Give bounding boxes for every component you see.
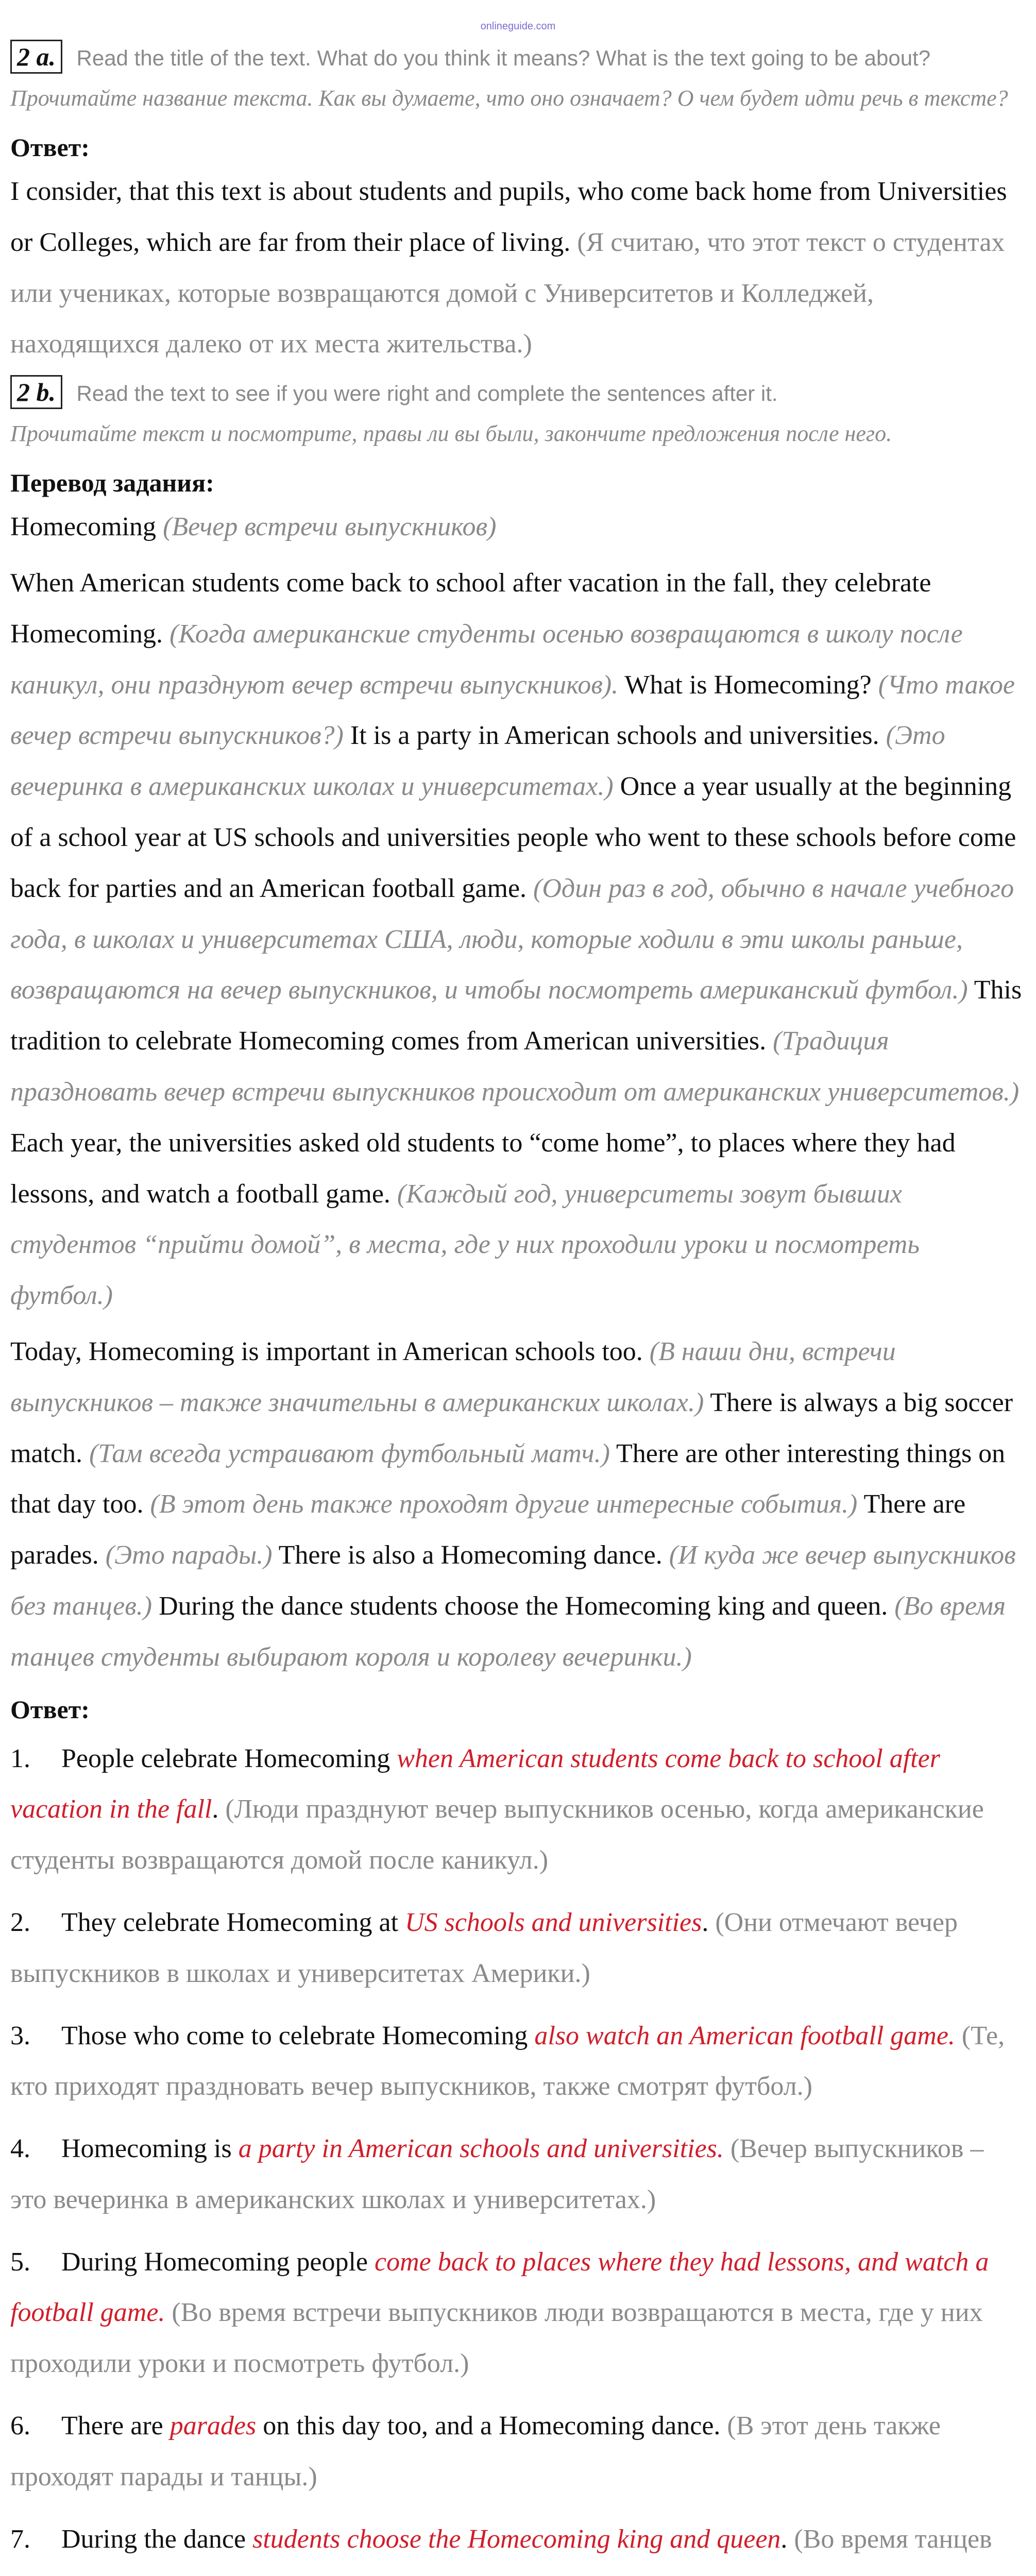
item-translation: (Люди празднуют вечер выпускников осенью, когда американские студенты возвращаются домой после каникул.) (10, 1794, 984, 1875)
item-translation: (Во время встречи выпускников люди возвращаются в места, где у них проходили уроки и посмотреть футбол.) (10, 2298, 983, 2379)
item-lead: They celebrate Homecoming at (61, 1907, 399, 1937)
item-translation: (В этот день также проходят парады и танцы.) (10, 2411, 941, 2492)
sentence-en: What is Homecoming? (624, 670, 872, 700)
item-answer: come back to places where they had lessons, and watch a football game. (10, 2247, 989, 2328)
sentence-ru: (Когда американские студенты осенью возвращаются в школу после каникул, они празднуют вечер встречи выпускников). (10, 619, 963, 700)
list-item (10, 2514, 1026, 2576)
exercise-2b-header (10, 375, 1026, 411)
instruction-ru-2a: Прочитайте название текста. Как вы думаете, что оно означает? О чем будет идти речь в тексте? (10, 86, 1008, 111)
site-url[interactable]: onlineguide.com (480, 21, 556, 32)
list-item (10, 2401, 1026, 2503)
item-tail: . (702, 1907, 709, 1937)
sentence-en: There is also a Homecoming dance. (278, 1540, 663, 1570)
item-number: 6. (10, 2411, 30, 2441)
sentence-ru: (Там всегда устраивают футбольный матч.) (89, 1438, 610, 1468)
text-title-en: Homecoming (10, 512, 157, 542)
item-lead: During the dance (61, 2524, 246, 2554)
item-tail: . (780, 2524, 788, 2554)
item-lead: People celebrate Homecoming (61, 1743, 390, 1773)
sentence-ru: (Один раз в год, обычно в начале учебного года, в школах и университетах США, люди, которые ходили в эти школы раньше, возвращаются на вечер выпускников, и чтобы посмотреть американский футбол.) (10, 873, 1014, 1005)
answer-label-2a: Ответ: (10, 133, 90, 162)
sentence-en: Today, Homecoming is important in American schools too. (10, 1336, 643, 1366)
sentence-ru: (В этот день также проходят другие интересные события.) (150, 1489, 858, 1519)
exercise-2a-header (10, 40, 1026, 75)
item-lead: Homecoming is (61, 2134, 232, 2164)
text-title-ru: (Вечер встречи выпускников) (163, 512, 497, 542)
sentence-ru: (Традиция праздновать вечер встречи выпускников происходит от американских университетов.) (10, 1026, 1020, 1107)
item-number: 5. (10, 2247, 30, 2277)
sentence-ru: (И куда же вечер выпускников без танцев.) (10, 1540, 1016, 1621)
translation-label-2b: Перевод задания: (10, 468, 214, 498)
list-item (10, 1734, 1026, 1886)
item-answer: parades (169, 2411, 257, 2441)
exercise-2a (10, 40, 1026, 370)
sentence-ru: (Каждый год, университеты зовут бывших студентов “прийти домой”, в места, где у них проходили уроки и посмотреть футбол.) (10, 1179, 920, 1311)
answer-text-2a (10, 166, 1026, 370)
item-lead: During Homecoming people (61, 2247, 368, 2277)
sentence-en: It is a party in American schools and universities. (350, 721, 879, 751)
item-translation: (Во время танцев (794, 2524, 992, 2554)
answer-en-2a: I consider, that this text is about students and pupils, who come back home from Universities or Colleges, which are far from their place of living. (10, 177, 1007, 257)
item-tail: on this day too, and a Homecoming dance. (256, 2411, 721, 2441)
exercise-number-2a: 2 a. (10, 40, 62, 74)
sentence-en: There are other interesting things on that day too. (10, 1438, 1006, 1519)
sentence-ru: (Что такое вечер встречи выпускников?) (10, 670, 1015, 751)
text-paragraph-2 (10, 1327, 1026, 1683)
item-lead: There are (61, 2411, 163, 2441)
answer-ru-2a: (Я считаю, что этот текст о студентах или учениках, которые возвращаются домой с Университетов и Колледжей, находящихся далеко от их места жительства.) (10, 227, 1005, 359)
exercise-number-2b: 2 b. (10, 375, 62, 409)
item-number: 3. (10, 2021, 30, 2050)
item-translation: (Они отмечают вечер выпускников в школах и университетах Америки.) (10, 1907, 958, 1988)
item-tail: . (212, 1794, 219, 1824)
instruction-en-2a: Read the title of the text. What do you think it means? What is the text going to be about? (76, 46, 931, 70)
sentence-en: When American students come back to school after vacation in the fall, they celebrate Homecoming. (10, 568, 931, 649)
sentence-en: There is always a big soccer match. (10, 1387, 1013, 1468)
sentence-en: During the dance students choose the Homecoming king and queen. (159, 1591, 888, 1621)
item-answer: US schools and universities (405, 1907, 702, 1937)
sentence-ru: (Это вечеринка в американских школах и университетах.) (10, 721, 945, 802)
item-lead: Those who come to celebrate Homecoming (61, 2021, 528, 2050)
item-answer: students choose the Homecoming king and queen (252, 2524, 781, 2554)
item-translation: (Те, кто приходят праздновать вечер выпускников, также смотрят футбол.) (10, 2021, 1005, 2102)
list-item (10, 2011, 1026, 2113)
list-item (10, 1897, 1026, 1999)
text-title (10, 502, 1026, 553)
item-answer: also watch an American football game. (534, 2021, 955, 2050)
item-answer: a party in American schools and universities. (238, 2134, 724, 2164)
item-number: 2. (10, 1907, 30, 1937)
list-item (10, 2237, 1026, 2389)
sentence-en: This tradition to celebrate Homecoming comes from American universities. (10, 975, 1022, 1056)
instruction-en-2b: Read the text to see if you were right and complete the sentences after it. (76, 381, 778, 406)
instruction-ru-2b: Прочитайте текст и посмотрите, правы ли вы были, закончите предложения после него. (10, 421, 892, 447)
sentence-ru: (Во время танцев студенты выбирают короля и королеву вечеринки.) (10, 1591, 1006, 1672)
item-answer: when American students come back to school after vacation in the fall (10, 1743, 940, 1824)
answer-label-2b: Ответ: (10, 1694, 90, 1724)
item-number: 4. (10, 2134, 30, 2164)
item-translation: (Вечер выпускников – это вечеринка в американских школах и университетах.) (10, 2134, 984, 2214)
exercise-2b (10, 375, 1026, 2576)
sentence-en: Once a year usually at the beginning of a school year at US schools and universities people who went to these schools before come back for parties and an American football game. (10, 772, 1016, 903)
list-item (10, 2124, 1026, 2226)
sentence-ru: (Это парады.) (105, 1540, 273, 1570)
item-number: 1. (10, 1743, 30, 1773)
item-number: 7. (10, 2524, 30, 2554)
sentence-en: Each year, the universities asked old students to “come home”, to places where they had lessons, and watch a football game. (10, 1128, 956, 1209)
sentence-ru: (В наши дни, встречи выпускников – также значительны в американских школах.) (10, 1336, 896, 1417)
sentence-en: There are parades. (10, 1489, 966, 1570)
answer-list-2b (10, 1734, 1026, 2576)
text-paragraph-1 (10, 558, 1026, 1321)
